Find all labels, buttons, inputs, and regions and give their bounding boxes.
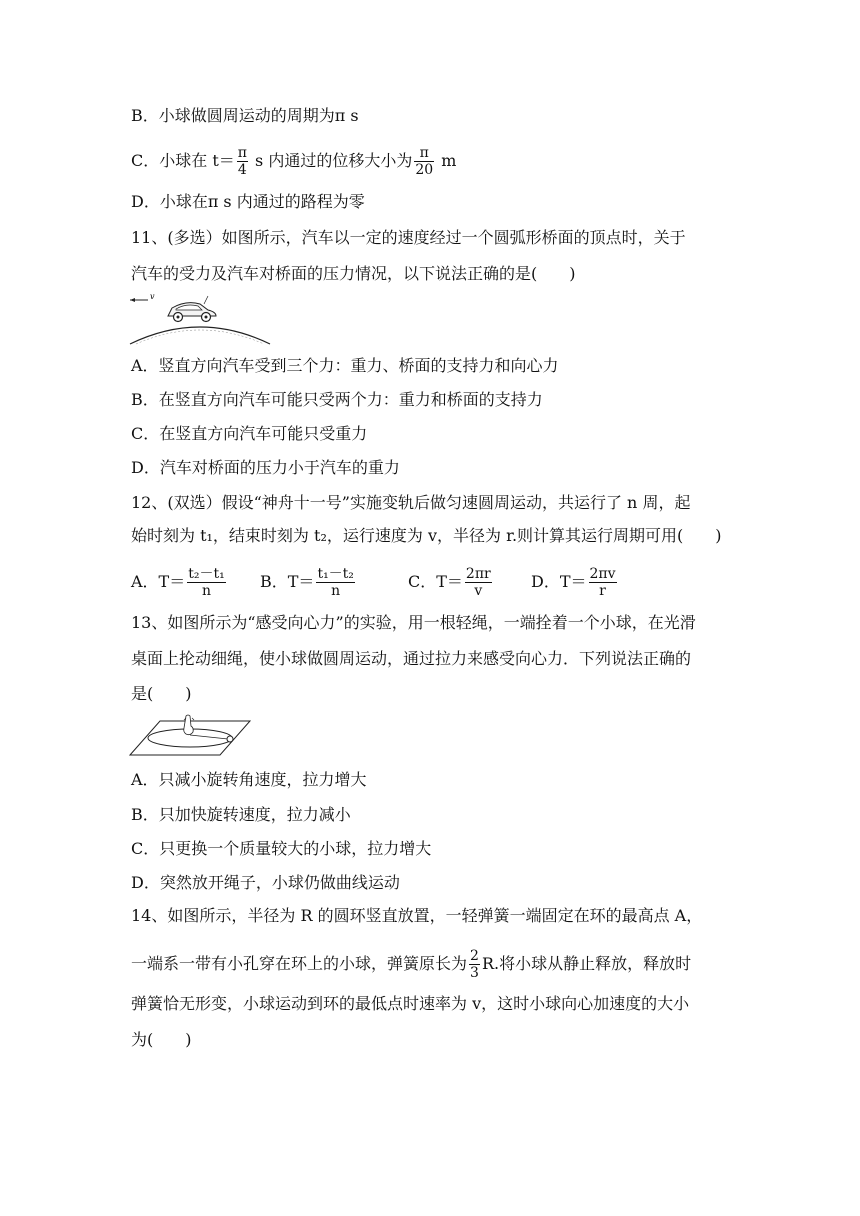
bridge-hatch [136, 330, 264, 344]
q12-option-c-num: 2πr [465, 566, 491, 582]
q12-option-d-fraction [589, 566, 617, 599]
velocity-label: v [150, 292, 155, 301]
q14-stem-line2-suffix: R.将小球从静止释放，释放时 [481, 954, 692, 973]
car-hub-front [177, 316, 180, 319]
q12-stem-line2: 始时刻为 t₁，结束时刻为 t₂，运行速度为 v，半径为 r.则计算其运行周期可用( ) [131, 526, 722, 545]
q14-stem-line2-prefix: 一端系一带有小孔穿在环上的小球，弹簧原长为 [131, 954, 468, 973]
q12-option-b-num: t₁－t₂ [317, 566, 354, 582]
q12-option-a-prefix: A．T＝ [131, 572, 186, 591]
q12-option-a-fraction [187, 566, 225, 599]
q12-option-c-fraction [465, 566, 492, 599]
q10-option-d: D．小球在π s 内通过的路程为零 [131, 192, 365, 211]
q14-stem-line1: 14、如图所示，半径为 R 的圆环竖直放置，一轻弹簧一端固定在环的最高点 A， [131, 906, 703, 925]
q11-stem-line1: 11、(多选）如图所示，汽车以一定的速度经过一个圆弧形桥面的顶点时，关于 [131, 228, 686, 247]
q13-option-b: B．只加快旋转速度，拉力减小 [131, 805, 351, 824]
q14-fraction-den: 3 [470, 965, 479, 981]
centripetal-force-figure [128, 712, 252, 758]
q10-option-c-prefix: C．小球在 t＝ [131, 151, 235, 170]
q11-option-a: A．竖直方向汽车受到三个力：重力、桥面的支持力和向心力 [131, 356, 559, 375]
q13-option-a: A．只减小旋转角速度，拉力增大 [131, 770, 367, 789]
q12-option-a-num: t₂－t₁ [188, 566, 225, 582]
q10-fraction-time-den: 4 [237, 162, 247, 178]
q14-stem-line3: 弹簧恰无形变，小球运动到环的最低点时速率为 v，这时小球向心加速度的大小 [131, 994, 690, 1013]
q12-option-d [531, 566, 619, 599]
q12-option-c-prefix: C．T＝ [408, 572, 463, 591]
q12-option-d-prefix: D．T＝ [531, 572, 587, 591]
q10-option-c-mid: s 内通过的位移大小为 [249, 151, 413, 170]
q13-option-c: C．只更换一个质量较大的小球，拉力增大 [131, 839, 432, 858]
q14-stem-line4: 为( ) [131, 1030, 192, 1049]
q10-fraction-time [237, 145, 248, 178]
q13-option-d: D．突然放开绳子，小球仍做曲线运动 [131, 873, 400, 892]
q12-option-b-prefix: B．T＝ [260, 572, 315, 591]
q11-stem-line2: 汽车的受力及汽车对桥面的压力情况，以下说法正确的是( ) [131, 264, 576, 283]
q11-option-b: B．在竖直方向汽车可能只受两个力：重力和桥面的支持力 [131, 390, 543, 409]
q10-fraction-displacement [414, 145, 434, 178]
car-antenna [204, 296, 208, 304]
q10-option-c-unit: m [436, 151, 457, 170]
q14-fraction-two-thirds [469, 948, 480, 981]
q12-option-d-den: r [599, 583, 606, 599]
q14-fraction-num: 2 [470, 948, 479, 964]
q12-option-a [131, 566, 228, 599]
q12-option-b [260, 566, 357, 599]
q12-option-b-den: n [331, 583, 341, 599]
q10-fraction-displacement-num: π [414, 145, 434, 162]
q11-option-c: C．在竖直方向汽车可能只受重力 [131, 424, 368, 443]
bridge-car-figure [128, 290, 273, 346]
q12-option-a-den: n [201, 583, 211, 599]
q10-fraction-displacement-den: 20 [415, 162, 434, 178]
q12-option-c-den: v [474, 583, 483, 599]
car-hub-rear [205, 316, 208, 319]
q14-stem-line2 [131, 948, 691, 981]
velocity-arrowhead [130, 298, 135, 302]
q11-option-d: D．汽车对桥面的压力小于汽车的重力 [131, 458, 400, 477]
q12-option-c [408, 566, 494, 599]
q12-stem-line1: 12、(双选）假设“神舟十一号”实施变轨后做匀速圆周运动，共运行了 n 周，起 [131, 493, 691, 512]
q10-option-b: B．小球做圆周运动的周期为π s [131, 106, 359, 125]
bridge-arc [130, 327, 270, 344]
ball [227, 736, 233, 742]
q12-option-b-fraction [316, 566, 354, 599]
q13-stem-line2: 桌面上抡动细绳，使小球做圆周运动，通过拉力来感受向心力．下列说法正确的 [131, 649, 692, 668]
q12-option-d-num: 2πv [589, 566, 616, 582]
q13-stem-line3: 是( ) [131, 684, 192, 703]
q13-stem-line1: 13、如图所示为“感受向心力”的实验，用一根轻绳，一端拴着一个小球，在光滑 [131, 613, 696, 632]
q10-fraction-time-num: π [237, 145, 247, 161]
q10-option-c [131, 145, 456, 178]
